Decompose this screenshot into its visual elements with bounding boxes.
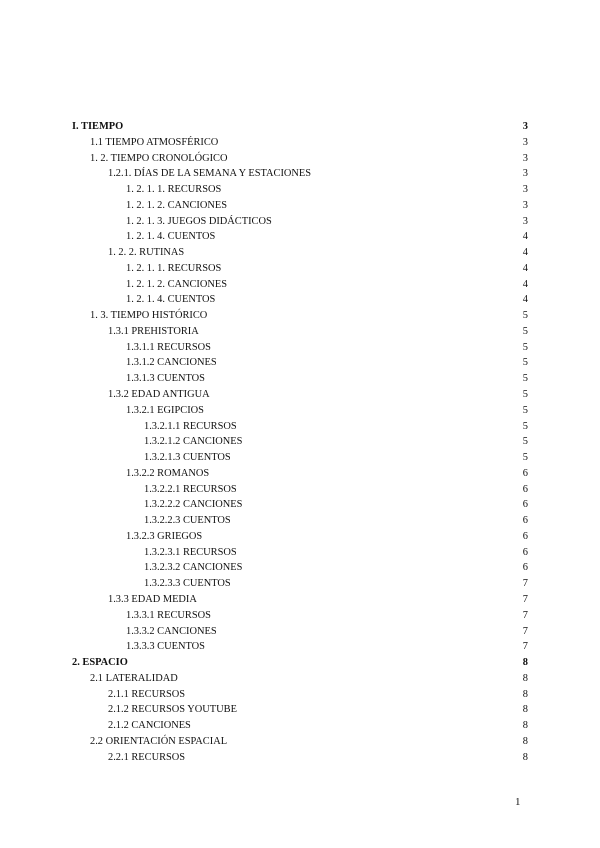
toc-entry-page: 3 (522, 152, 528, 164)
toc-entry-page: 3 (522, 168, 528, 180)
toc-entry[interactable] (72, 482, 528, 498)
toc-entry-page: 3 (522, 215, 528, 227)
toc-entry-page: 6 (522, 546, 528, 558)
toc-entry-label: 2.2 ORIENTACIÓN ESPACIAL (90, 735, 228, 747)
toc-entry-label: 1. 2. 1. 1. RECURSOS (126, 262, 222, 274)
toc-entry[interactable] (72, 229, 528, 245)
toc-entry-page: 3 (522, 184, 528, 196)
toc-entry-label: 1.3.2.2.2 CANCIONES (144, 499, 243, 511)
toc-entry-label: 1.3.2 EDAD ANTIGUA (108, 389, 210, 401)
toc-entry-label: 1.3.2.2 ROMANOS (126, 467, 210, 479)
toc-entry[interactable] (72, 340, 528, 356)
toc-entry-page: 7 (522, 609, 528, 621)
toc-entry-label: 1.3.3.1 RECURSOS (126, 609, 211, 621)
toc-entry[interactable] (72, 608, 528, 624)
toc-entry-label: I. TIEMPO (72, 121, 124, 132)
toc-entry-page: 5 (522, 310, 528, 322)
toc-entry-page: 8 (522, 672, 528, 684)
toc-entry[interactable] (72, 545, 528, 561)
toc-entry-page: 5 (522, 404, 528, 416)
toc-entry-label: 1. 2. 1. 3. JUEGOS DIDÁCTICOS (126, 215, 272, 227)
toc-entry[interactable] (72, 308, 528, 324)
toc-entry-label: 1.3.2.1 EGIPCIOS (126, 404, 204, 416)
toc-entry-label: 1. 2. TIEMPO CRONOLÓGICO (90, 152, 228, 164)
toc-entry[interactable] (72, 624, 528, 640)
toc-entry-label: 1. 2. 2. RUTINAS (108, 247, 185, 259)
toc-entry-label: 1. 2. 1. 4. CUENTOS (126, 294, 216, 306)
toc-entry-page: 6 (522, 467, 528, 479)
toc-entry-page: 5 (522, 357, 528, 369)
toc-entry-label: 1. 3. TIEMPO HISTÓRICO (90, 310, 208, 322)
toc-entry[interactable] (72, 324, 528, 340)
toc-entry-page: 5 (522, 436, 528, 448)
toc-entry-label: 2.1.1 RECURSOS (108, 688, 186, 700)
toc-entry[interactable] (72, 403, 528, 419)
toc-entry[interactable] (72, 387, 528, 403)
toc-entry[interactable] (72, 750, 528, 766)
toc-entry-page: 5 (522, 420, 528, 432)
toc-entry-page: 4 (522, 294, 528, 306)
toc-entry-page: 4 (522, 247, 528, 259)
toc-entry-page: 7 (522, 593, 528, 605)
toc-entry[interactable] (72, 151, 528, 167)
toc-entry[interactable] (72, 355, 528, 371)
toc-entry[interactable] (72, 718, 528, 734)
toc-entry-page: 8 (522, 704, 528, 716)
toc-entry-label: 1.3.3.2 CANCIONES (126, 625, 217, 637)
toc-entry[interactable] (72, 702, 528, 718)
toc-entry-page: 5 (522, 389, 528, 401)
toc-entry-label: 1.3.2.2.3 CUENTOS (144, 515, 231, 527)
toc-entry-page: 7 (522, 578, 528, 590)
table-of-contents (72, 119, 528, 765)
toc-entry-label: 1.1 TIEMPO ATMOSFÉRICO (90, 136, 219, 148)
toc-entry-page: 6 (522, 515, 528, 527)
toc-entry[interactable] (72, 261, 528, 277)
toc-entry-label: 1.3.2.1.2 CANCIONES (144, 436, 243, 448)
page-number: 1 (515, 796, 521, 808)
toc-entry-page: 4 (522, 262, 528, 274)
toc-entry[interactable] (72, 166, 528, 182)
toc-entry[interactable] (72, 198, 528, 214)
toc-entry-page: 8 (522, 657, 528, 669)
toc-entry-page: 6 (522, 483, 528, 495)
toc-entry-label: 1.3.2.3 GRIEGOS (126, 530, 203, 542)
toc-entry-page: 4 (522, 231, 528, 243)
toc-entry[interactable] (72, 182, 528, 198)
toc-entry-page: 7 (522, 625, 528, 637)
toc-entry-label: 1.3.2.1.1 RECURSOS (144, 420, 237, 432)
toc-entry[interactable] (72, 687, 528, 703)
toc-entry[interactable] (72, 450, 528, 466)
toc-entry-label: 1.3.2.3.3 CUENTOS (144, 578, 231, 590)
toc-entry-page: 7 (522, 641, 528, 653)
toc-entry[interactable] (72, 560, 528, 576)
toc-entry-page: 6 (522, 530, 528, 542)
toc-entry-page: 3 (522, 199, 528, 211)
toc-entry[interactable] (72, 135, 528, 151)
toc-entry-label: 1. 2. 1. 4. CUENTOS (126, 231, 216, 243)
toc-entry[interactable] (72, 671, 528, 687)
toc-entry-label: 1.2.1. DÍAS DE LA SEMANA Y ESTACIONES (108, 168, 312, 180)
toc-entry[interactable] (72, 419, 528, 435)
toc-entry-label: 1.3.3.3 CUENTOS (126, 641, 205, 653)
toc-entry[interactable] (72, 513, 528, 529)
toc-entry-page: 4 (522, 278, 528, 290)
toc-entry[interactable] (72, 277, 528, 293)
toc-entry-page: 8 (522, 751, 528, 763)
toc-entry[interactable] (72, 497, 528, 513)
toc-entry[interactable] (72, 576, 528, 592)
toc-entry[interactable] (72, 639, 528, 655)
toc-entry-page: 5 (522, 325, 528, 337)
toc-entry[interactable] (72, 119, 528, 135)
toc-entry-page: 3 (522, 136, 528, 148)
toc-entry-label: 1.3.1 PREHISTORIA (108, 325, 199, 337)
toc-entry-page: 3 (522, 121, 528, 132)
toc-entry-page: 8 (522, 720, 528, 732)
toc-entry-page: 5 (522, 373, 528, 385)
toc-entry-label: 1.3.3 EDAD MEDIA (108, 593, 197, 605)
toc-entry-label: 1. 2. 1. 2. CANCIONES (126, 199, 228, 211)
toc-entry-page: 8 (522, 688, 528, 700)
toc-entry-label: 2.1.2 CANCIONES (108, 720, 191, 732)
toc-entry[interactable] (72, 292, 528, 308)
toc-entry-page: 6 (522, 499, 528, 511)
toc-entry-label: 2.1.2 RECURSOS YOUTUBE (108, 704, 237, 716)
toc-entry[interactable] (72, 529, 528, 545)
toc-entry-page: 5 (522, 341, 528, 353)
toc-entry-label: 1.3.2.1.3 CUENTOS (144, 452, 231, 464)
toc-entry[interactable] (72, 655, 528, 671)
toc-entry-page: 6 (522, 562, 528, 574)
toc-entry-page: 8 (522, 735, 528, 747)
toc-entry-label: 1. 2. 1. 1. RECURSOS (126, 184, 222, 196)
toc-entry[interactable] (72, 214, 528, 230)
toc-entry[interactable] (72, 734, 528, 750)
toc-entry[interactable] (72, 245, 528, 261)
toc-entry-label: 2.1 LATERALIDAD (90, 672, 178, 684)
toc-entry-label: 1.3.1.3 CUENTOS (126, 373, 205, 385)
toc-entry[interactable] (72, 434, 528, 450)
toc-entry-page: 5 (522, 452, 528, 464)
toc-entry[interactable] (72, 592, 528, 608)
toc-entry-label: 2. ESPACIO (72, 657, 128, 669)
toc-entry-label: 1.3.2.3.2 CANCIONES (144, 562, 243, 574)
toc-entry-label: 2.2.1 RECURSOS (108, 751, 186, 763)
toc-entry[interactable] (72, 371, 528, 387)
toc-entry-label: 1. 2. 1. 2. CANCIONES (126, 278, 228, 290)
toc-entry-label: 1.3.2.3.1 RECURSOS (144, 546, 237, 558)
toc-entry-label: 1.3.1.2 CANCIONES (126, 357, 217, 369)
toc-entry-label: 1.3.1.1 RECURSOS (126, 341, 211, 353)
toc-entry[interactable] (72, 466, 528, 482)
toc-entry-label: 1.3.2.2.1 RECURSOS (144, 483, 237, 495)
